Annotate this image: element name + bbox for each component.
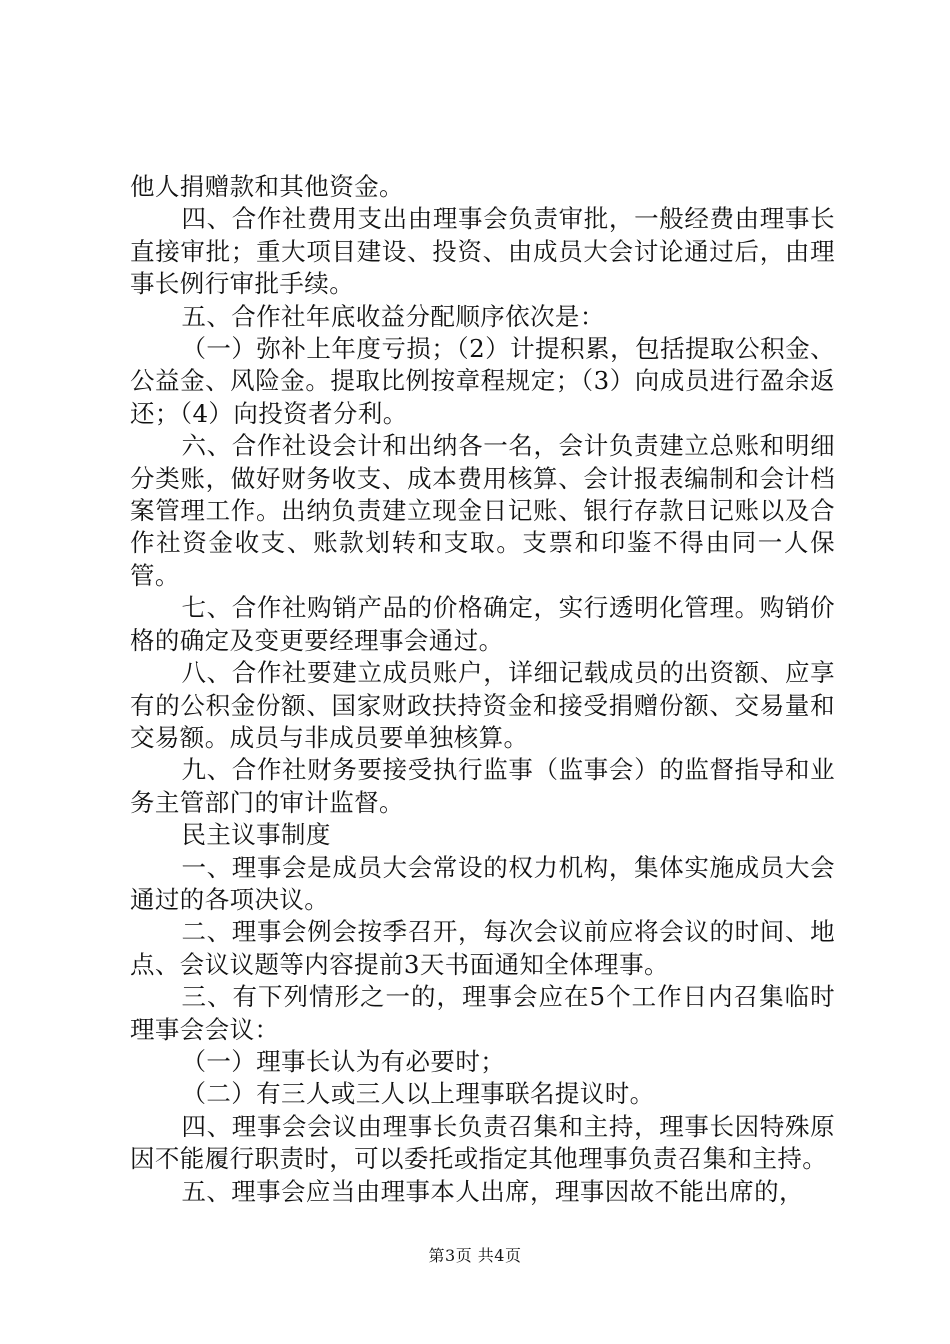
- page-number-footer: 第3页 共4页: [428, 1246, 522, 1265]
- paragraph-12: （一）理事长认为有必要时；: [181, 1046, 506, 1076]
- paragraph-4: 六、合作社设会计和出纳各一名，会计负责建立总账和明细分类账，做好财务收支、成本费用核算、会计报表编制和会计档案管理工作。出纳负责建立现金日记账、银行存款日记账以及合作社资金收支、账款划转和支取。支票和印鉴不得由同一人保管。: [130, 431, 835, 590]
- paragraph-3: （一）弥补上年度亏损；（2）计提积累，包括提取公积金、公益金、风险金。提取比例按章程规定；（3）向成员进行盈余返还；（4）向投资者分利。: [130, 334, 835, 428]
- paragraph-14: 四、理事会会议由理事长负责召集和主持，理事长因特殊原因不能履行职责时，可以委托或指定其他理事负责召集和主持。: [130, 1111, 835, 1174]
- paragraph-2: 五、合作社年底收益分配顺序依次是：: [181, 301, 605, 331]
- paragraph-13: （二）有三人或三人以上理事联名提议时。: [181, 1079, 655, 1109]
- paragraph-9: 一、理事会是成员大会常设的权力机构，集体实施成员大会通过的各项决议。: [130, 852, 835, 914]
- document-body: [130, 171, 835, 1208]
- paragraph-1: 四、合作社费用支出由理事会负责审批，一般经费由理事长直接审批；重大项目建设、投资、由成员大会讨论通过后，由理事长例行审批手续。: [130, 204, 835, 299]
- paragraph-11: 三、有下列情形之一的，理事会应在5个工作日内召集临时理事会会议：: [130, 982, 835, 1044]
- paragraph-10: 二、理事会例会按季召开，每次会议前应将会议的时间、地点、会议议题等内容提前3天书面通知全体理事。: [130, 917, 835, 979]
- paragraph-6: 八、合作社要建立成员账户，详细记载成员的出资额、应享有的公积金份额、国家财政扶持资金和接受捐赠份额、交易量和交易额。成员与非成员要单独核算。: [130, 658, 835, 752]
- paragraph-5: 七、合作社购销产品的价格确定，实行透明化管理。购销价格的确定及变更要经理事会通过。: [130, 593, 835, 655]
- paragraph-0: 他人捐赠款和其他资金。: [130, 172, 404, 201]
- paragraph-15: 五、理事会应当由理事本人出席，理事因故不能出席的，: [181, 1176, 804, 1206]
- section-heading: 民主议事制度: [181, 820, 331, 850]
- paragraph-7: 九、合作社财务要接受执行监事（监事会）的监督指导和业务主管部门的审计监督。: [130, 755, 835, 817]
